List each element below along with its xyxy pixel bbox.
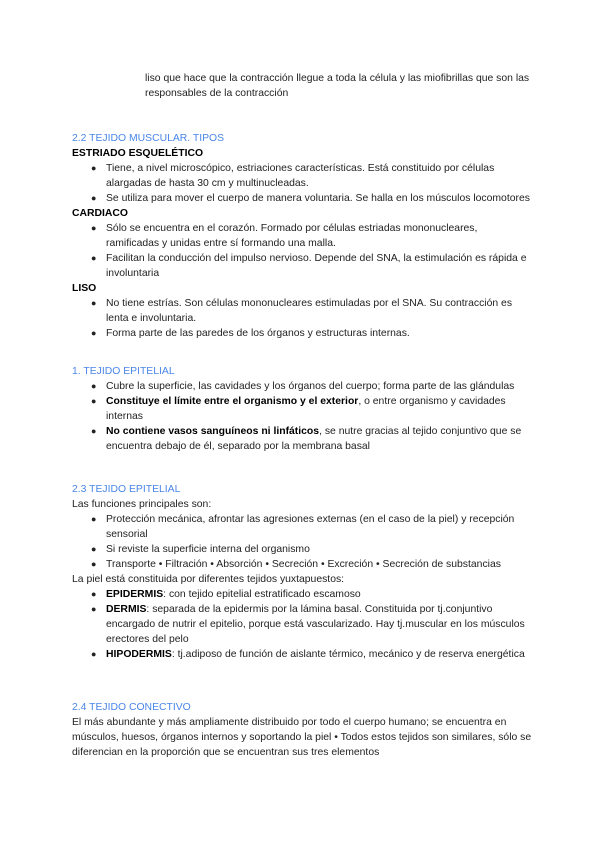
list-item: ● Sólo se encuentra en el corazón. Formado por células estriadas mononucleares, ramificadas y unidas entre sí formando una malla.	[91, 223, 478, 249]
bullet-icon: ●	[91, 328, 97, 338]
list-item: ● Constituye el límite entre el organismo y el exterior, o entre organismo y cavidades internas	[91, 396, 506, 422]
functions-intro: Las funciones principales son:	[72, 499, 212, 510]
list-piel	[72, 587, 532, 662]
list-item: ● Se utiliza para mover el cuerpo de manera voluntaria. Se halla en los músculos locomotores	[91, 193, 530, 204]
list-item: ● Facilitan la conducción del impulso nervioso. Depende del SNA, la estimulación es rápida e involuntaria	[91, 253, 527, 279]
bullet-icon: ●	[91, 223, 97, 233]
list-item: ● DERMIS: separada de la epidermis por la lámina basal. Constituida por tj.conjuntivo encargado de nutrir el epitelio, porque está vascularizado. Hay tj.muscular en los músculos erectores del pelo	[91, 604, 525, 645]
heading-epitelial-2: 2.3 TEJIDO EPITELIAL	[72, 484, 181, 495]
section-epitelial-2	[72, 482, 532, 662]
continuation-paragraph: liso que hace que la contracción llegue a toda la célula y las miofibrillas que son las responsables de la contracción	[145, 73, 530, 99]
subheading-liso: LISO	[72, 283, 97, 294]
heading-epitelial-1: 1. TEJIDO EPITELIAL	[72, 366, 175, 377]
list-functions	[72, 512, 532, 572]
list-estriado	[72, 161, 532, 206]
heading-conectivo: 2.4 TEJIDO CONECTIVO	[72, 702, 191, 713]
section-conectivo	[72, 700, 532, 760]
bullet-icon: ●	[91, 604, 97, 614]
bullet-icon: ●	[91, 193, 97, 203]
subheading-cardiaco: CARDIACO	[72, 208, 128, 219]
piel-intro: La piel está constituida por diferentes tejidos yuxtapuestos:	[72, 574, 345, 585]
list-epitelial-1	[72, 379, 532, 454]
bullet-icon: ●	[91, 649, 97, 659]
section-muscular	[72, 131, 532, 341]
list-item: ● EPIDERMIS: con tejido epitelial estratificado escamoso	[91, 589, 361, 600]
section-epitelial-1	[72, 364, 532, 454]
bullet-icon: ●	[91, 589, 97, 599]
bullet-icon: ●	[91, 381, 97, 391]
bullet-icon: ●	[91, 253, 97, 263]
list-item: ● HIPODERMIS: tj.adiposo de función de aislante térmico, mecánico y de reserva energética	[91, 649, 525, 660]
bullet-icon: ●	[91, 396, 97, 406]
list-item: ● Transporte • Filtración • Absorción • Secreción • Excreción • Secreción de substancias	[91, 559, 501, 570]
list-cardiaco	[72, 221, 532, 281]
subheading-estriado: ESTRIADO ESQUELÉTICO	[72, 148, 204, 159]
list-item: ● No tiene estrías. Son células mononucleares estimuladas por el SNA. Su contracción es lenta e involuntaria.	[91, 298, 513, 324]
conectivo-paragraph: El más abundante y más ampliamente distribuido por todo el cuerpo humano; se encuentra en músculos, huesos, órganos internos y soportando la piel • Todos estos tejidos son similares, sólo se diferencian en la proporción que se encuentran sus tres elementos	[72, 717, 532, 758]
bullet-icon: ●	[91, 298, 97, 308]
bullet-icon: ●	[91, 426, 97, 436]
heading-muscular: 2.2 TEJIDO MUSCULAR. TIPOS	[72, 133, 225, 144]
list-item: ● Forma parte de las paredes de los órganos y estructuras internas.	[91, 328, 410, 339]
bullet-icon: ●	[91, 559, 97, 569]
list-item: ● Protección mecánica, afrontar las agresiones externas (en el caso de la piel) y recepción sensorial	[91, 514, 515, 540]
bullet-icon: ●	[91, 163, 97, 173]
bullet-icon: ●	[91, 514, 97, 524]
list-item: ● Si reviste la superficie interna del organismo	[91, 544, 310, 555]
list-liso	[72, 296, 532, 341]
list-item: ● Tiene, a nivel microscópico, estriaciones características. Está constituido por células alargadas de hasta 30 cm y multinucleadas.	[91, 163, 495, 189]
bullet-icon: ●	[91, 544, 97, 554]
list-item: ● Cubre la superficie, las cavidades y los órganos del cuerpo; forma parte de las glándulas	[91, 381, 515, 392]
list-item: ● No contiene vasos sanguíneos ni linfáticos, se nutre gracias al tejido conjuntivo que se encuentra debajo de él, separado por la membrana basal	[91, 426, 522, 452]
